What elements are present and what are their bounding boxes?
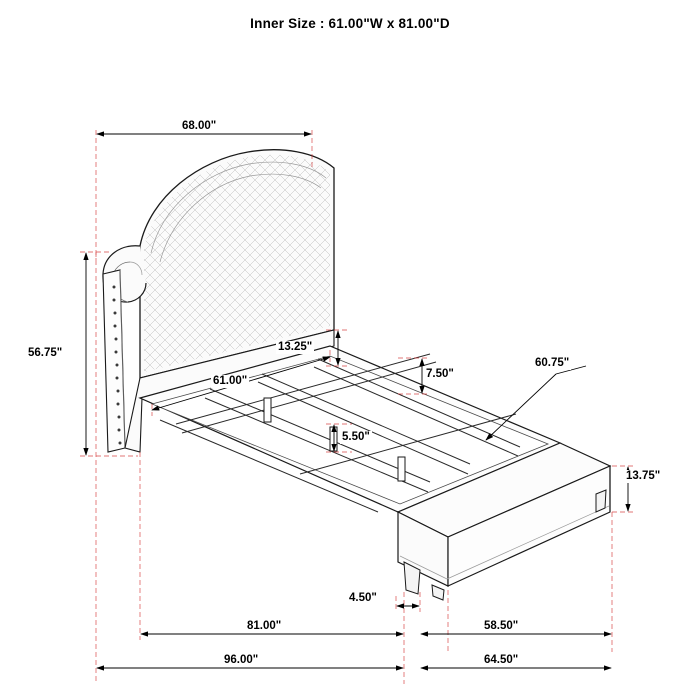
dimension-label-headboard-width: 68.00" bbox=[182, 120, 217, 132]
dimension-label-deck-width: 61.00" bbox=[213, 375, 248, 387]
dimension-label-side-rail-drop: 13.25" bbox=[278, 341, 313, 353]
dimension-label-headboard-height: 56.75" bbox=[28, 347, 63, 359]
dimension-label-footboard-side-depth: 60.75" bbox=[535, 357, 570, 369]
dimension-label-side-projection: 58.50" bbox=[484, 620, 519, 632]
dimension-label-foot-clearance: 4.50" bbox=[349, 592, 377, 604]
bed-outline bbox=[103, 150, 610, 600]
page-title: Inner Size : 61.00"W x 81.00"D bbox=[250, 16, 450, 31]
dimension-label-deck-length: 81.00" bbox=[247, 620, 282, 632]
dimension-label-footboard-height: 13.75" bbox=[626, 470, 661, 482]
dimension-label-slat-leg-height: 5.50" bbox=[342, 431, 370, 443]
dimension-label-overall-length: 96.00" bbox=[224, 654, 259, 666]
dimension-label-overall-side-width: 64.50" bbox=[484, 654, 519, 666]
dimension-label-rail-height: 7.50" bbox=[426, 368, 454, 380]
